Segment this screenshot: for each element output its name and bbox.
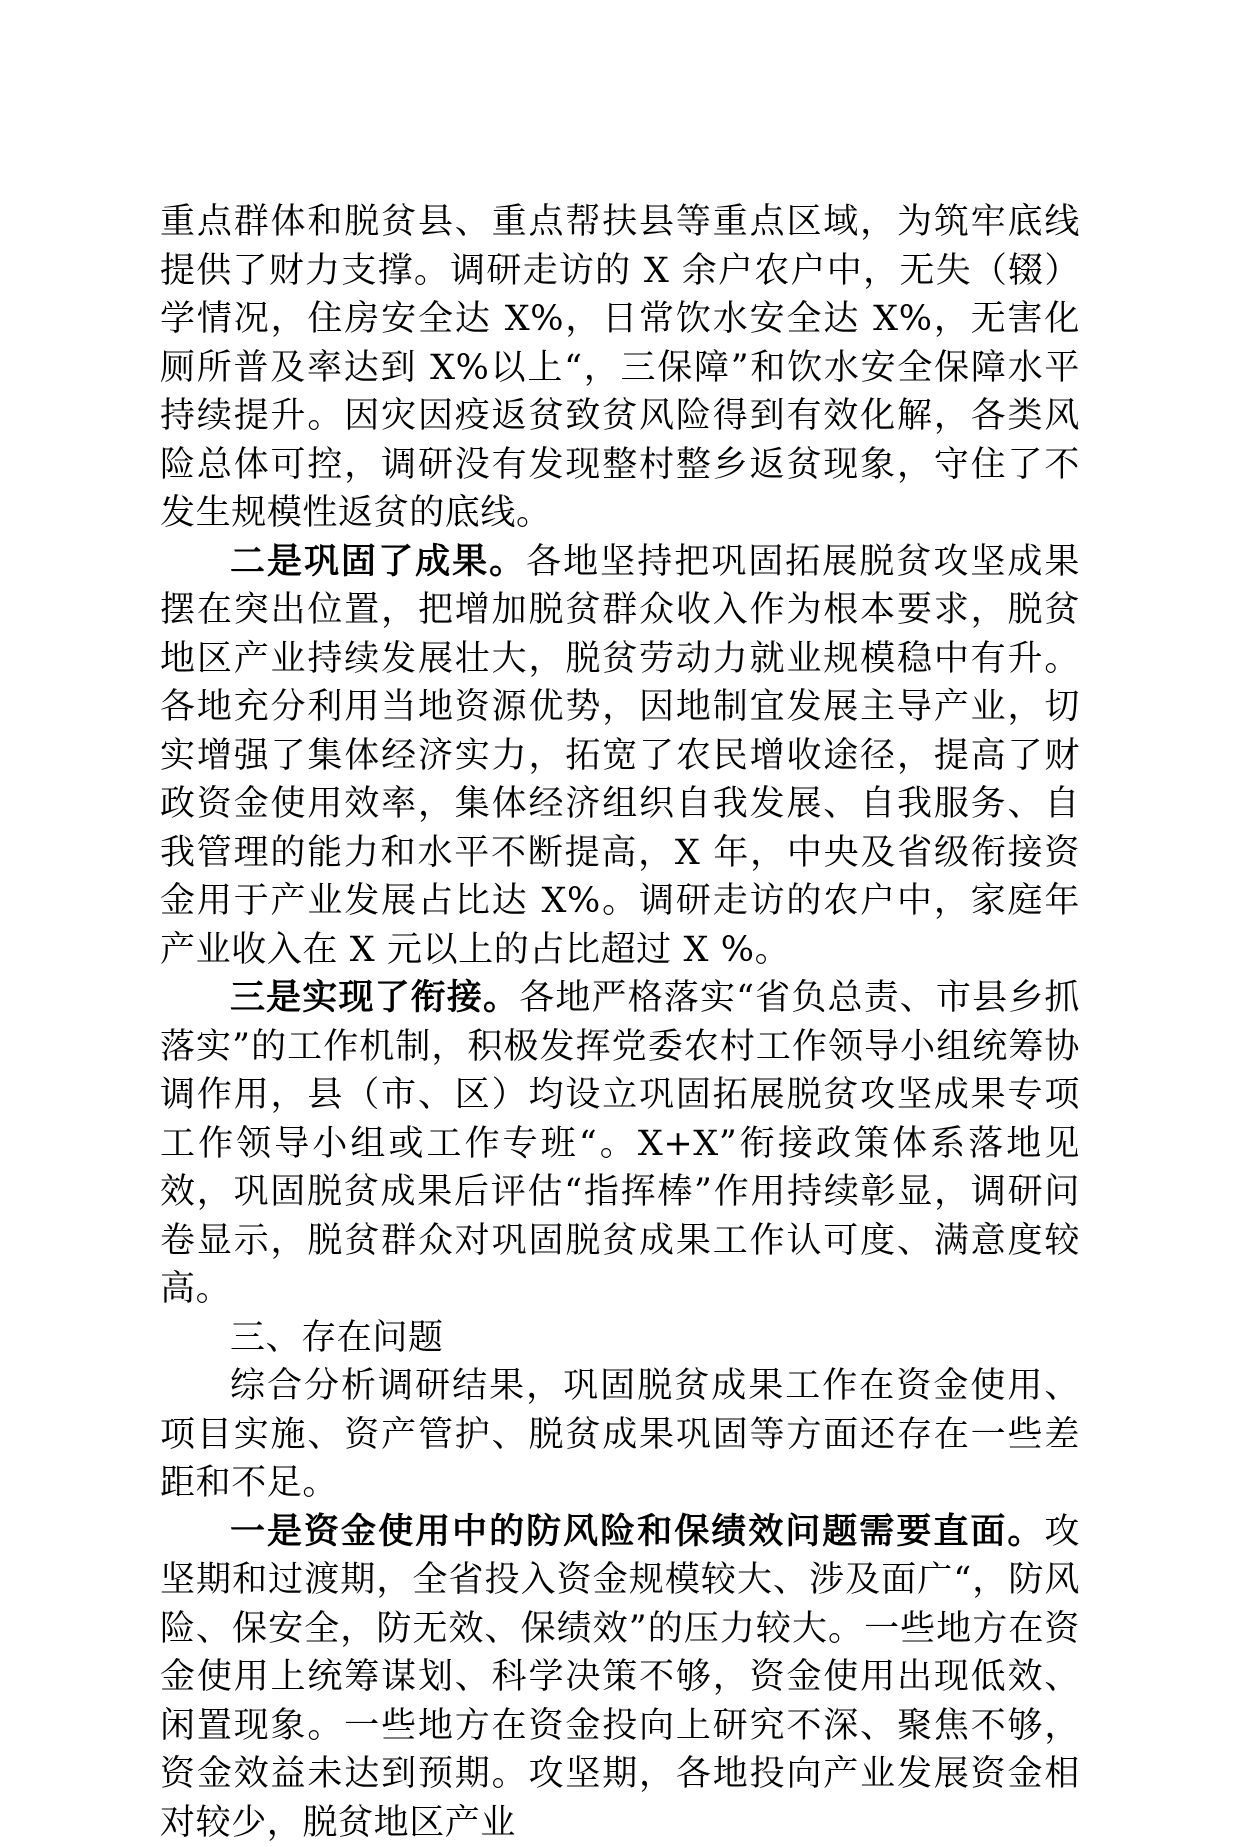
paragraph-text: 各地严格落实“省负总责、市县乡抓落实”的工作机制，积极发挥党委农村工作领导小组统筹协调作用，县（市、区）均设立巩固拓展脱贫攻坚成果专项工作领导小组或工作专班“。X+X”衔接政策体系落地见效，巩固脱贫成果后评估“指挥棒”作用持续彰显，调研问卷显示，脱贫群众对巩固脱贫成果工作认可度、满意度较高。 bbox=[160, 978, 1080, 1309]
paragraph-funding-risk bbox=[160, 1508, 1080, 1847]
paragraph-consolidated-results bbox=[160, 538, 1080, 975]
paragraph-text: 各地坚持把巩固拓展脱贫攻坚成果摆在突出位置，把增加脱贫群众收入作为根本要求，脱贫地区产业持续发展壮大，脱贫劳动力就业规模稳中有升。各地充分利用当地资源优势，因地制宜发展主导产业，切实增强了集体经济实力，拓宽了农民增收途径，提高了财政资金使用效率，集体经济组织自我发展、自我服务、自我管理的能力和水平不断提高，X 年，中央及省级衔接资金用于产业发展占比达 X%。调研走访的农户中，家庭年产业收入在 X 元以上的占比超过 X %。 bbox=[160, 542, 1080, 970]
section-heading-problems bbox=[160, 1314, 1080, 1363]
paragraph-text: 重点群体和脱贫县、重点帮扶县等重点区域，为筑牢底线提供了财力支撑。调研走访的 X 余户农户中，无失（辍）学情况，住房安全达 X%，日常饮水安全达 X%，无害化厕所普及率达到 X%以上“，三保障”和饮水安全保障水平持续提升。因灾因疫返贫致贫风险得到有效化解，各类风险总体可控，调研没有发现整村整乡返贫现象，守住了不发生规模性返贫的底线。 bbox=[160, 202, 1080, 533]
paragraph-summary bbox=[160, 1362, 1080, 1508]
paragraph-achieved-linkage bbox=[160, 974, 1080, 1314]
paragraph-lead: 一是资金使用中的防风险和保绩效问题需要直面。 bbox=[230, 1511, 1044, 1552]
paragraph-lead: 二是巩固了成果。 bbox=[230, 541, 526, 582]
document-page bbox=[160, 198, 1080, 1847]
paragraph-text: 攻坚期和过渡期，全省投入资金规模较大、涉及面广“，防风险、保安全，防无效、保绩效”的压力较大。一些地方在资金使用上统筹谋划、科学决策不够，资金使用出现低效、闲置现象。一些地方在资金投向上研究不深、聚焦不够，资金效益未达到预期。攻坚期，各地投向产业发展资金相对较少，脱贫地区产业 bbox=[160, 1512, 1080, 1843]
paragraph-lead: 三是实现了衔接。 bbox=[230, 977, 519, 1018]
paragraph-continuation bbox=[160, 198, 1080, 538]
section-heading-text: 三、存在问题 bbox=[230, 1318, 444, 1358]
paragraph-text: 综合分析调研结果，巩固脱贫成果工作在资金使用、项目实施、资产管护、脱贫成果巩固等方面还存在一些差距和不足。 bbox=[160, 1366, 1080, 1503]
